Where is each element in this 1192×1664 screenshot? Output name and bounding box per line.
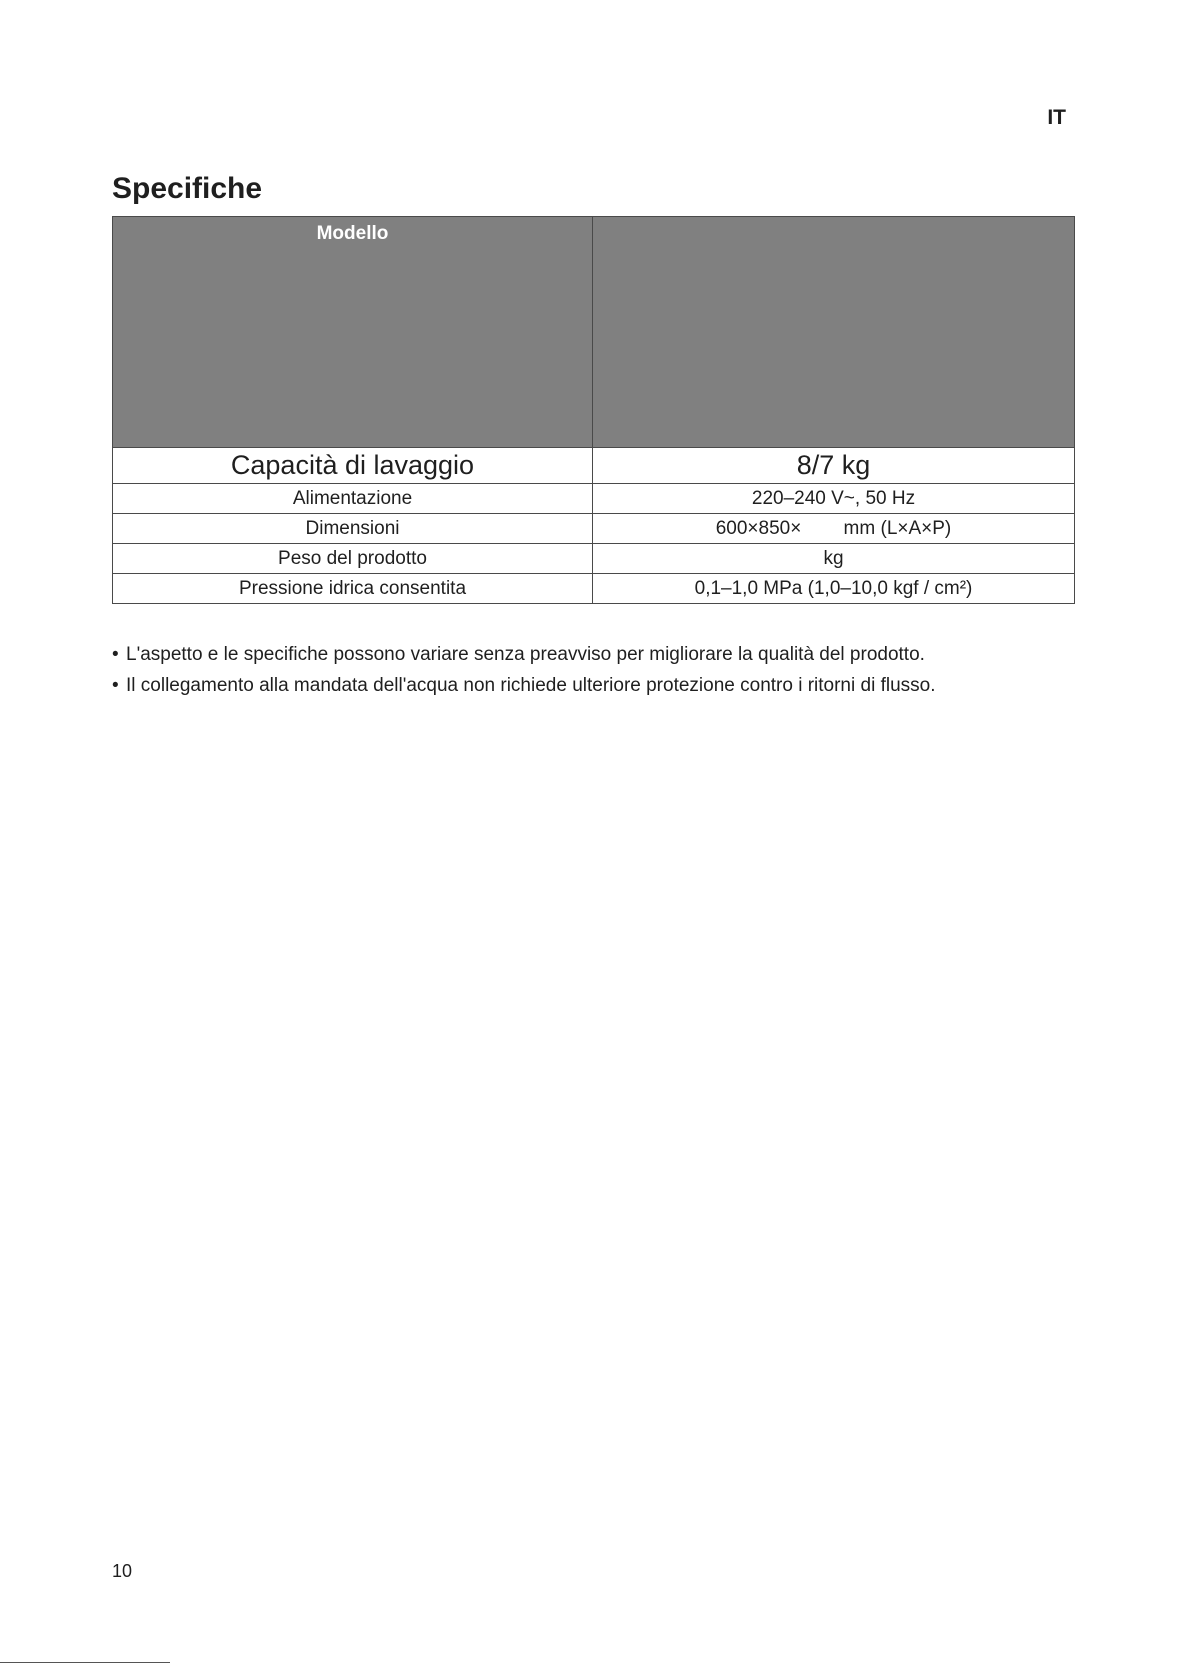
row-label: Capacità di lavaggio (113, 448, 593, 484)
specifications-table (112, 216, 1075, 604)
table-header-row (113, 217, 1075, 448)
row-label: Alimentazione (113, 484, 593, 514)
bottom-rule (0, 1662, 170, 1663)
row-value: 0,1–1,0 MPa (1,0–10,0 kgf / cm²) (593, 574, 1075, 604)
model-value-cell (593, 217, 1075, 448)
bullet-icon: • (112, 675, 119, 696)
row-label: Pressione idrica consentita (113, 574, 593, 604)
model-header-label: Modello (316, 223, 389, 244)
table-row (113, 484, 1075, 514)
list-item (112, 639, 1072, 670)
row-value: 600×850× mm (L×A×P) (593, 514, 1075, 544)
notes-list (112, 639, 1072, 701)
page-title: Specifiche (112, 172, 263, 205)
row-label: Peso del prodotto (113, 544, 593, 574)
row-value: kg (593, 544, 1075, 574)
note-text: L'aspetto e le specifiche possono variare senza preavviso per migliorare la qualità del prodotto. (126, 644, 925, 665)
page-number: 10 (112, 1561, 133, 1581)
table-row (113, 514, 1075, 544)
list-item (112, 670, 1072, 701)
bullet-icon: • (112, 644, 119, 665)
row-value: 8/7 kg (593, 448, 1075, 484)
language-tag: IT (1047, 106, 1066, 129)
row-value: 220–240 V~, 50 Hz (593, 484, 1075, 514)
model-header-cell (113, 217, 593, 448)
table-row (113, 544, 1075, 574)
row-label: Dimensioni (113, 514, 593, 544)
table-row (113, 574, 1075, 604)
table-row (113, 448, 1075, 484)
note-text: Il collegamento alla mandata dell'acqua non richiede ulteriore protezione contro i ritorni di flusso. (126, 675, 936, 696)
